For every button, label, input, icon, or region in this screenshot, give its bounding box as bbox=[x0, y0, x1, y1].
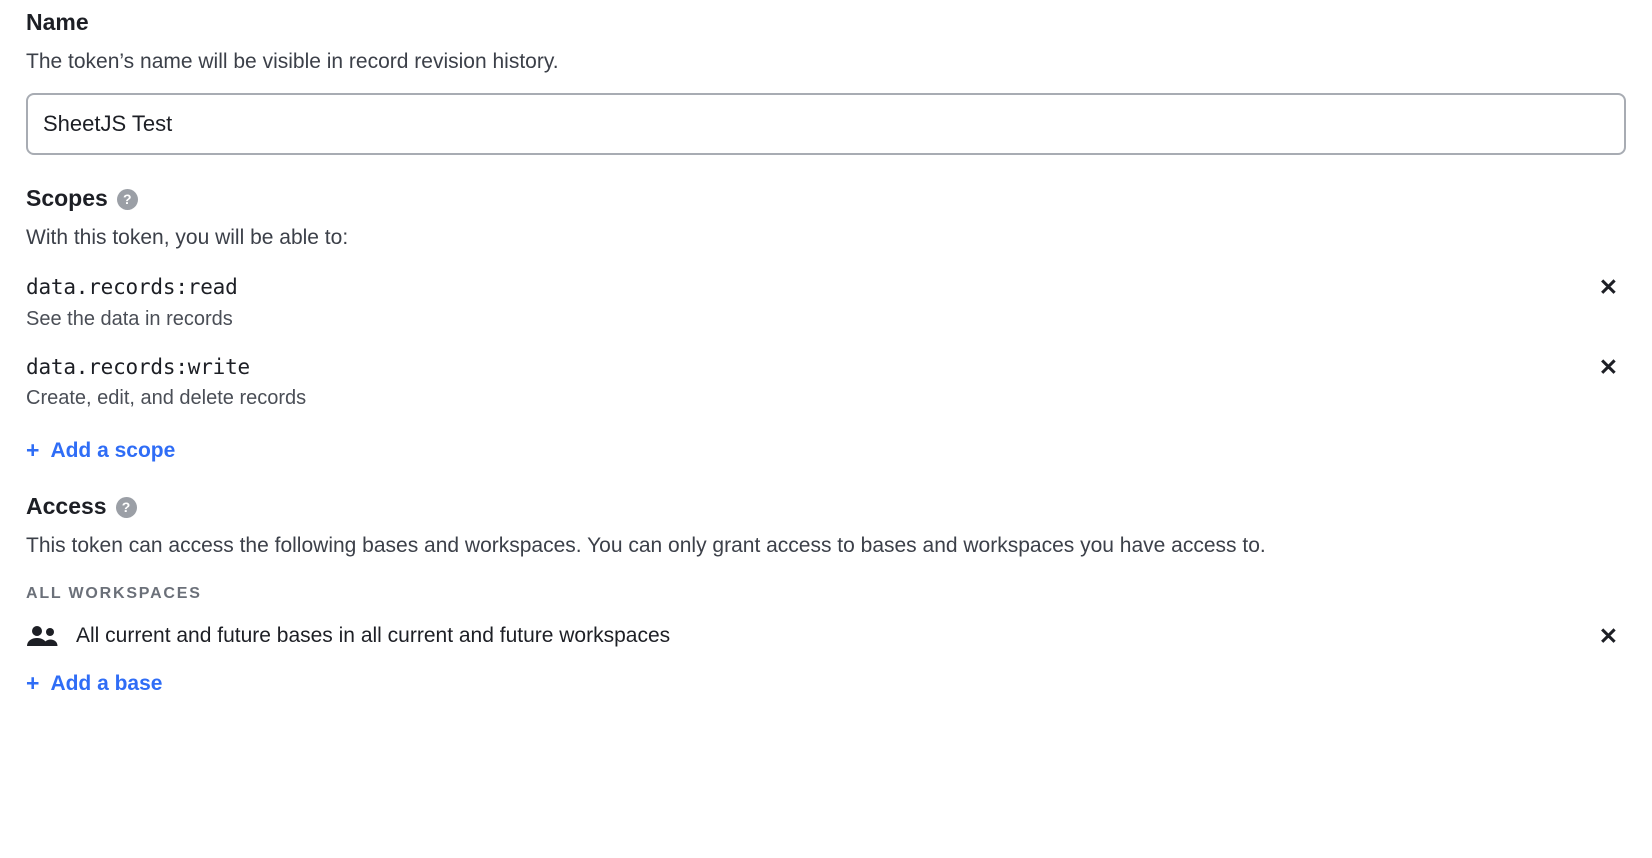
scope-name: data.records:write bbox=[26, 354, 250, 379]
scopes-section-title: Scopes bbox=[26, 185, 108, 212]
access-section-description: This token can access the following bases and workspaces. You can only grant access to bases and workspaces you have access to. bbox=[26, 534, 1266, 558]
name-section bbox=[26, 8, 1626, 155]
scope-list-item bbox=[26, 274, 1626, 331]
scope-info bbox=[26, 354, 306, 411]
access-item-label: All current and future bases in all current and future workspaces bbox=[76, 624, 671, 648]
scopes-section bbox=[26, 184, 1626, 463]
add-scope-button[interactable] bbox=[26, 439, 175, 463]
access-list-item bbox=[26, 623, 1626, 650]
access-item-info bbox=[26, 624, 670, 648]
name-section-description: The token’s name will be visible in record revision history. bbox=[26, 49, 559, 73]
scopes-header bbox=[26, 184, 1626, 214]
scope-description: See the data in records bbox=[26, 307, 233, 330]
scope-description: Create, edit, and delete records bbox=[26, 386, 307, 409]
remove-scope-icon[interactable]: ✕ bbox=[1598, 353, 1618, 380]
token-name-input[interactable] bbox=[26, 93, 1626, 155]
all-workspaces-label: ALL WORKSPACES bbox=[26, 584, 202, 602]
access-section bbox=[26, 492, 1626, 696]
remove-access-icon[interactable]: ✕ bbox=[1598, 622, 1618, 649]
remove-scope-icon[interactable]: ✕ bbox=[1598, 274, 1618, 301]
add-base-label: Add a base bbox=[50, 671, 163, 695]
scopes-section-description: With this token, you will be able to: bbox=[26, 226, 349, 250]
add-base-button[interactable] bbox=[26, 672, 162, 696]
access-section-title: Access bbox=[26, 493, 107, 520]
people-icon bbox=[26, 624, 60, 648]
add-scope-label: Add a scope bbox=[50, 438, 176, 462]
help-icon[interactable]: ? bbox=[117, 189, 138, 210]
scope-name: data.records:read bbox=[26, 275, 238, 300]
help-icon[interactable]: ? bbox=[116, 497, 137, 518]
name-section-title: Name bbox=[26, 9, 89, 35]
scope-list-item bbox=[26, 354, 1626, 411]
plus-icon: + bbox=[26, 670, 40, 697]
access-header bbox=[26, 492, 1626, 522]
scope-info bbox=[26, 274, 238, 331]
plus-icon: + bbox=[26, 437, 40, 464]
